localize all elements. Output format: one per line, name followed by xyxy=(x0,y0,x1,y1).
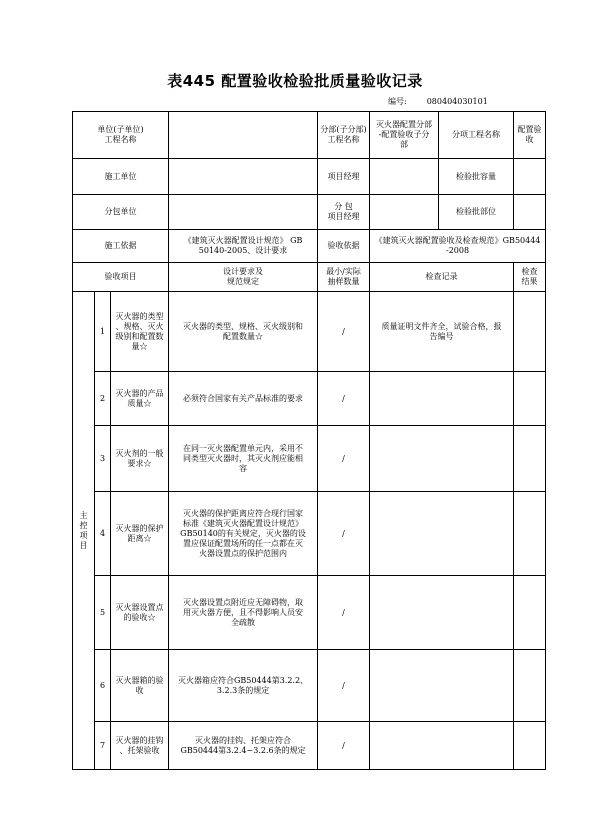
item-no: 2 xyxy=(95,372,111,426)
accept-basis-value[interactable]: 《建筑灭火器配置验收及检查规范》GB50444 -2008 xyxy=(370,230,546,263)
item-design: 在同一灭火器配置单元内，采用不 同类型灭火器时，其灭火剂应能相 容 xyxy=(169,426,318,492)
item-no: 7 xyxy=(95,722,111,770)
item-record[interactable]: 质量证明文件齐全，试验合格，报 告编号 xyxy=(370,292,514,372)
table-row xyxy=(73,492,546,576)
item-name: 灭火器的保护 距离☆ xyxy=(111,492,169,576)
sub-pm-label: 分 包 项目经理 xyxy=(318,195,370,230)
item-name: 灭火器的产品 质量☆ xyxy=(111,372,169,426)
unit-label-text: 单位(子单位) 工程名称 xyxy=(97,125,144,144)
table-row xyxy=(73,292,546,372)
item-result[interactable] xyxy=(514,372,546,426)
table-row xyxy=(73,576,546,650)
col-record: 检查记录 xyxy=(370,263,514,292)
item-name: 灭火器箱的验 收 xyxy=(111,650,169,722)
item-sample[interactable]: / xyxy=(318,722,370,770)
row-column-headers xyxy=(73,263,546,292)
item-sample[interactable]: / xyxy=(318,576,370,650)
item-record[interactable] xyxy=(370,492,514,576)
location-value[interactable] xyxy=(514,195,546,230)
construction-label: 施工单位 xyxy=(73,159,169,195)
row-construction xyxy=(73,159,546,195)
item-design: 灭火器的类型、规格、灭火级别和 配置数量☆ xyxy=(169,292,318,372)
item-result[interactable] xyxy=(514,426,546,492)
row-basis xyxy=(73,230,546,263)
group-label: 主 控 项 目 xyxy=(79,510,88,550)
document-number-value: 080404030101 xyxy=(426,97,488,106)
col-sample: 最小/实际 抽样数量 xyxy=(318,263,370,292)
item-record[interactable] xyxy=(370,372,514,426)
item-record[interactable] xyxy=(370,650,514,722)
inspection-record-table xyxy=(72,111,546,770)
subitem-label: 分项工程名称 xyxy=(439,112,514,159)
item-design: 灭火器的挂钩、托架应符合 GB50444第3.2.4~3.2.6条的规定 xyxy=(169,722,318,770)
item-sample[interactable]: / xyxy=(318,372,370,426)
item-sample[interactable]: / xyxy=(318,650,370,722)
table-row xyxy=(73,650,546,722)
item-design: 必须符合国家有关产品标准的要求 xyxy=(169,372,318,426)
item-name: 灭火器设置点 的验收☆ xyxy=(111,576,169,650)
item-no: 6 xyxy=(95,650,111,722)
item-result[interactable] xyxy=(514,722,546,770)
sub-value[interactable] xyxy=(169,195,318,230)
item-result[interactable] xyxy=(514,292,546,372)
item-no: 1 xyxy=(95,292,111,372)
col-item: 验收项目 xyxy=(73,263,169,292)
construction-value[interactable] xyxy=(169,159,318,195)
item-result[interactable] xyxy=(514,492,546,576)
division-label: 分部(子分部) 工程名称 xyxy=(318,112,370,159)
item-sample[interactable]: / xyxy=(318,292,370,372)
basis-label: 施工依据 xyxy=(73,230,169,263)
item-no: 4 xyxy=(95,492,111,576)
basis-value[interactable]: 《建筑灭火器配置设计规范》 GB 50140-2005、设计要求 xyxy=(169,230,318,263)
document-number xyxy=(388,96,488,107)
table-row xyxy=(73,426,546,492)
sub-pm-value[interactable] xyxy=(370,195,439,230)
page-title: 表445 配置验收检验批质量验收记录 xyxy=(167,72,423,90)
item-name: 灭火器的挂钩 、托架验收 xyxy=(111,722,169,770)
accept-basis-label: 验收依据 xyxy=(318,230,370,263)
item-result[interactable] xyxy=(514,650,546,722)
col-result: 检查 结果 xyxy=(514,263,546,292)
item-record[interactable] xyxy=(370,426,514,492)
division-value[interactable]: 灭火器配置分部 -配置验收子分 部 xyxy=(370,112,439,159)
capacity-value[interactable] xyxy=(514,159,546,195)
capacity-label: 检验批容量 xyxy=(439,159,514,195)
item-name: 灭火器的类型 、规格、灭火 级别和配置数 量☆ xyxy=(111,292,169,372)
unit-value[interactable] xyxy=(169,112,318,159)
row-subcontractor xyxy=(73,195,546,230)
item-no: 5 xyxy=(95,576,111,650)
group-main-control xyxy=(73,292,95,770)
col-design: 设计要求及 规范规定 xyxy=(169,263,318,292)
sub-label: 分包单位 xyxy=(73,195,169,230)
document-number-label: 编号: xyxy=(388,97,407,106)
pm-value[interactable] xyxy=(370,159,439,195)
item-design: 灭火器设置点附近应无障碍物，取 用灭火器方便，且不得影响人员安 全疏散 xyxy=(169,576,318,650)
table-row xyxy=(73,372,546,426)
unit-label xyxy=(73,112,169,159)
row-unit xyxy=(73,112,546,159)
item-no: 3 xyxy=(95,426,111,492)
item-record[interactable] xyxy=(370,576,514,650)
item-result[interactable] xyxy=(514,576,546,650)
item-sample[interactable]: / xyxy=(318,492,370,576)
item-name: 灭火剂的一般 要求☆ xyxy=(111,426,169,492)
location-label: 检验批部位 xyxy=(439,195,514,230)
item-design: 灭火器的保护距离应符合现行国家 标准《建筑灭火器配置设计规范》 GB50140的有关规定，灭火器的设 置应保证配置场所的任一点都在灭 火器设置点的保护范围内 xyxy=(169,492,318,576)
item-sample[interactable]: / xyxy=(318,426,370,492)
pm-label: 项目经理 xyxy=(318,159,370,195)
item-design: 灭火器箱应符合GB50444第3.2.2、 3.2.3条的规定 xyxy=(169,650,318,722)
subitem-value[interactable]: 配置验收 xyxy=(514,112,546,159)
table-row xyxy=(73,722,546,770)
item-record[interactable] xyxy=(370,722,514,770)
